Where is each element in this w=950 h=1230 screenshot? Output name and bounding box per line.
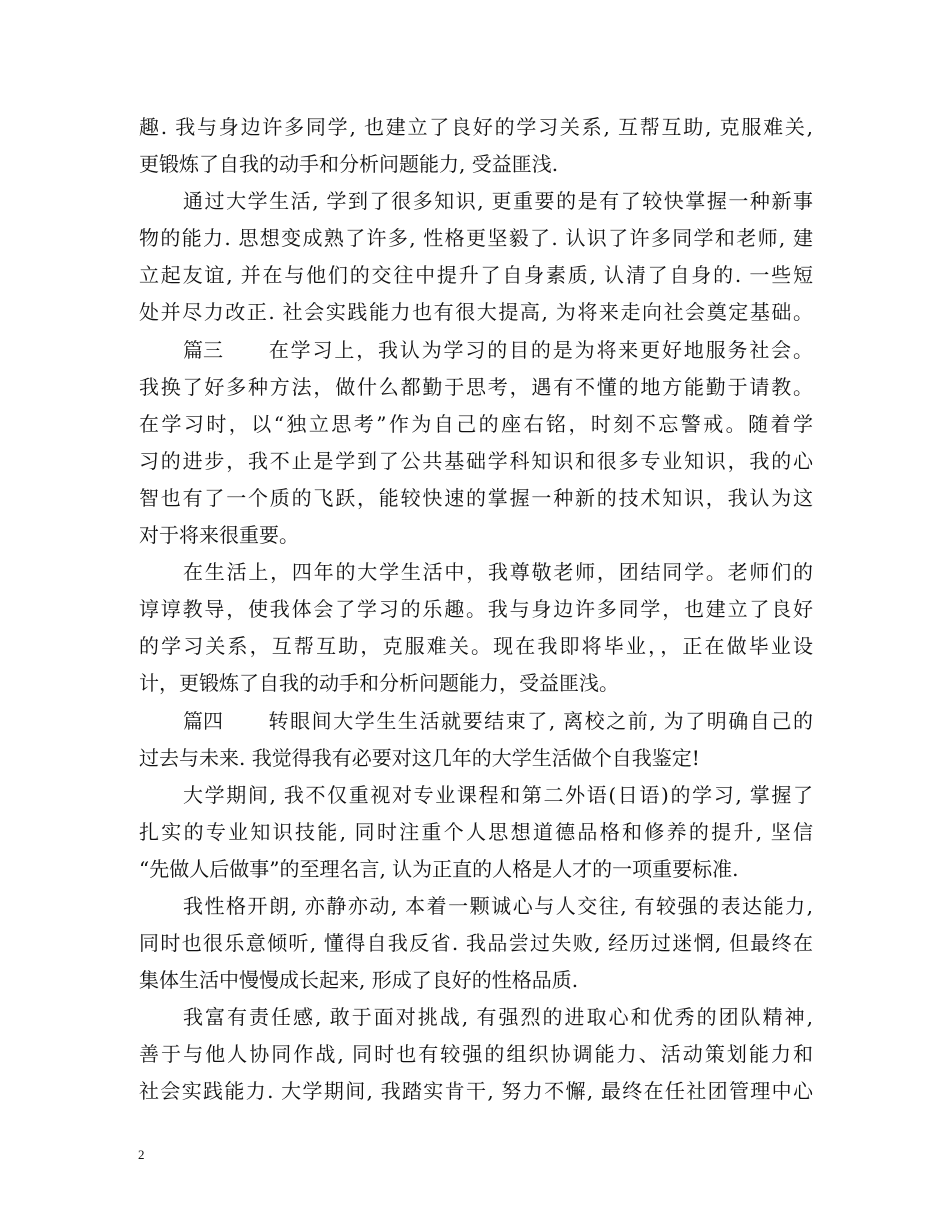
text-line: 谆谆教导，使我体会了学习的乐趣。我与身边许多同学，也建立了良好	[139, 597, 813, 622]
text-line: 在生活上，四年的大学生活中，我尊敬老师，团结同学。老师们的	[183, 560, 813, 585]
text-line: 我换了好多种方法，做什么都勤于思考，遇有不懂的地方能勤于请教。	[139, 374, 813, 399]
text-line: 善于与他人协同作战, 同时也有较强的组织协调能力、活动策划能力和	[139, 1042, 813, 1067]
document-body	[139, 109, 813, 1111]
text-line: 物的能力. 思想变成熟了许多, 性格更坚毅了. 认识了许多同学和老师, 建	[139, 226, 813, 251]
text-line: 习的进步，我不止是学到了公共基础学科知识和很多专业知识，我的心	[139, 448, 813, 473]
section-paragraph	[139, 703, 813, 777]
text-line: 大学期间, 我不仅重视对专业课程和第二外语(日语)的学习, 掌握了	[183, 782, 813, 807]
line-text: 在学习上，我认为学习的目的是为将来更好地服务社会。	[267, 337, 813, 362]
text-line: 集体生活中慢慢成长起来, 形成了良好的性格品质.	[139, 968, 579, 993]
line-text: 转眼间大学生生活就要结束了, 离校之前, 为了明确自己的	[267, 708, 813, 733]
text-line: 趣. 我与身边许多同学, 也建立了良好的学习关系, 互帮互助, 克服难关,	[139, 115, 813, 139]
text-line: 我性格开朗, 亦静亦动, 本着一颗诚心与人交往, 有较强的表达能力,	[183, 893, 813, 918]
paragraph	[139, 888, 813, 999]
section-paragraph	[139, 332, 813, 555]
text-line: 扎实的专业知识技能, 同时注重个人思想道德品格和修养的提升, 坚信	[139, 819, 813, 844]
text-line: 更锻炼了自我的动手和分析问题能力, 受益匪浅.	[139, 152, 559, 177]
text-line: 在学习时，以“独立思考”作为自己的座右铭，时刻不忘警戒。随着学	[139, 411, 813, 436]
text-line	[139, 703, 813, 740]
text-line: 处并尽力改正. 社会实践能力也有很大提高, 为将来走向社会奠定基础。	[139, 300, 813, 325]
text-line: 过去与未来. 我觉得我有必要对这几年的大学生活做个自我鉴定!	[139, 745, 700, 770]
text-line	[139, 332, 813, 369]
text-line: 的学习关系，互帮互助，克服难关。现在我即将毕业，，正在做毕业设	[139, 634, 813, 659]
text-line: 对于将来很重要。	[139, 523, 299, 548]
text-line: 立起友谊, 并在与他们的交往中提升了自身素质, 认清了自身的. 一些短	[139, 263, 813, 288]
paragraph	[139, 109, 813, 183]
section-label: 篇三	[183, 337, 223, 362]
paragraph	[139, 183, 813, 331]
section-label: 篇四	[183, 708, 223, 733]
text-line: 计，更锻炼了自我的动手和分析问题能力，受益匪浅。	[139, 671, 619, 696]
text-line: 社会实践能力. 大学期间, 我踏实肯干, 努力不懈, 最终在任社团管理中心	[139, 1079, 813, 1104]
paragraph	[139, 777, 813, 888]
paragraph	[139, 999, 813, 1110]
text-line: “先做人后做事”的至理名言, 认为正直的人格是人才的一项重要标准.	[139, 856, 739, 881]
text-line: 智也有了一个质的飞跃，能较快速的掌握一种新的技术知识，我认为这	[139, 485, 813, 510]
paragraph	[139, 554, 813, 702]
text-line: 同时也很乐意倾听, 懂得自我反省. 我品尝过失败, 经历过迷惘, 但最终在	[139, 931, 813, 956]
page-number: 2	[138, 1147, 145, 1162]
text-line: 我富有责任感, 敢于面对挑战, 有强烈的进取心和优秀的团队精神,	[183, 1005, 813, 1030]
text-line: 通过大学生活, 学到了很多知识, 更重要的是有了较快掌握一种新事	[183, 189, 813, 214]
